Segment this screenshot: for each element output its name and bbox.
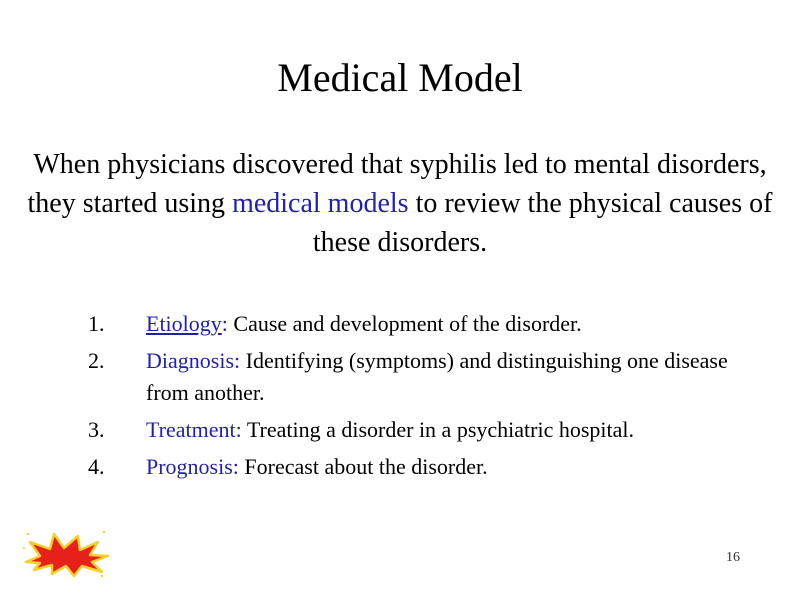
list-item-text: Identifying (symptoms) and distinguishing one disease from another.	[146, 348, 728, 405]
sparkle-dot	[23, 547, 25, 549]
list-item-number: 4.	[88, 454, 105, 479]
intro-text-after: to review the physical causes of these disorders.	[312, 188, 773, 258]
list-item	[88, 345, 728, 409]
medical-model-list	[88, 308, 728, 488]
list-item-colon: :	[221, 311, 228, 336]
list-item-text: Forecast about the disorder.	[238, 454, 488, 479]
list-item-term: Prognosis:	[146, 454, 239, 479]
list-item-text: Treating a disorder in a psychiatric hospital.	[241, 417, 634, 442]
intro-paragraph	[20, 145, 780, 262]
sparkle-dot	[27, 533, 29, 535]
slide-title: Medical Model	[277, 55, 523, 100]
list-item-number: 2.	[88, 348, 105, 373]
list-item	[88, 414, 728, 446]
sparkle-dot	[101, 575, 103, 577]
list-item-text: Cause and development of the disorder.	[227, 311, 582, 336]
page-number: 16	[726, 550, 740, 565]
starburst-shape	[26, 534, 108, 576]
list-item	[88, 308, 728, 340]
list-item-number: 3.	[88, 417, 105, 442]
list-item-number: 1.	[88, 311, 105, 336]
intro-highlight: medical models	[232, 188, 409, 219]
starburst-icon	[22, 528, 110, 578]
sparkle-dot	[103, 531, 105, 533]
list-item-term: Etiology	[146, 311, 222, 336]
intro-text-before: When physicians discovered that syphilis led to mental disorders, they started using	[27, 149, 767, 219]
list-item-term: Treatment:	[146, 417, 242, 442]
list-item-term: Diagnosis:	[146, 348, 241, 373]
list-item	[88, 451, 728, 483]
